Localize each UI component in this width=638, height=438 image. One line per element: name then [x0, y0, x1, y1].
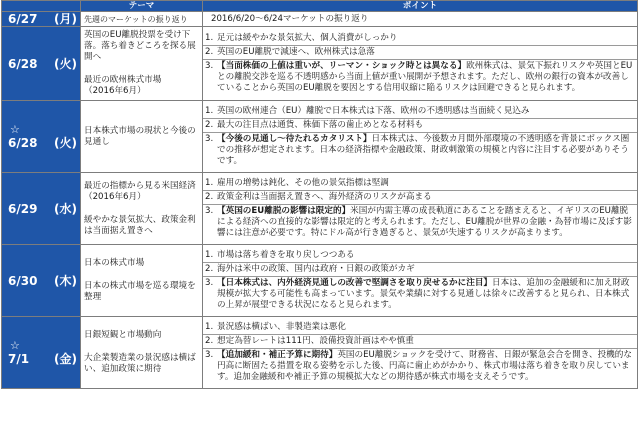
date-cell: [2, 317, 81, 389]
theme-cell: [81, 12, 203, 27]
header-theme: テーマ: [81, 1, 203, 12]
point-cell: [203, 173, 638, 245]
point-text: 2016/6/20～6/24マーケットの振り返り: [211, 13, 369, 24]
list-item: 2. 最大の注目点は通貨、株価下落の歯止めとなる材料も: [203, 119, 637, 133]
date-label: 6/27: [8, 12, 38, 26]
theme-text: 日本の株式市場を巡る環境を整理: [84, 281, 196, 302]
weekday-label: (水): [54, 201, 77, 216]
table-row: [2, 27, 638, 101]
theme-cell: [81, 101, 203, 173]
list-item: 1. 英国の欧州連合（EU）離脱で日本株式は下落、欧州の不透明感は当面続く見込み: [203, 105, 637, 119]
date-label: 6/28: [8, 135, 38, 150]
theme-text: 日本の株式市場: [84, 258, 145, 268]
theme-text: 緩やかな景気拡大、政策金利は当面据え置きへ: [84, 214, 196, 236]
list-item: 3. 【日本株式は、内外経済見通しの改善で堅調さを取り戻せるかに注目】日本は、追加の金融緩和に加え財政規模が拡大する可能性も高まっています。景気や業績に対する見通しは徐々に改善すると見られ、日本株式の上昇が展望できる状況になると見られます。: [205, 278, 630, 310]
point-headline: 【日本株式は、内外経済見通しの改善で堅調さを取り戻せるかに注目】: [217, 278, 493, 288]
date-label: 6/30: [8, 273, 38, 288]
table-row: [2, 245, 638, 317]
table-row: [2, 101, 638, 173]
date-label: 6/29: [8, 201, 38, 216]
table-row: [2, 173, 638, 245]
point-cell: [203, 27, 638, 101]
list-item: 2. 政策金利は当面据え置きへ、海外経済のリスクが高まる: [203, 191, 637, 205]
point-headline: 【英国のEU離脱の影響は限定的】: [217, 206, 351, 216]
date-cell: [2, 12, 81, 27]
list-item: 2. 想定為替レートは111円、設備投資計画はやや慎重: [203, 335, 637, 349]
point-headline: 【今後の見通し～待たれるカタリスト】: [217, 134, 372, 144]
weekday-label: (金): [54, 351, 77, 366]
theme-cell: [81, 173, 203, 245]
theme-cell: [81, 27, 203, 101]
point-cell: [203, 245, 638, 317]
theme-text: 日本株式市場の現状と今後の見通し: [84, 125, 196, 147]
list-item: 3. 【当面株価の上値は重いが、リーマン・ショック時とは異なる】欧州株式は、景気下振れリスクや英国とEUとの離脱交渉を巡る不透明感から当面上値が重い展開が予想されます。ただし、欧州の銀行の資本が改善していることから英国のEU離脱を要因とする信用収縮に陥るリスクは回避できると見られます。: [205, 61, 633, 93]
date-label: 7/1: [8, 351, 30, 366]
date-cell: [2, 173, 81, 245]
date-cell: [2, 101, 81, 173]
list-item: 3. 【今後の見通し～待たれるカタリスト】日本株式は、今後数カ月間外部環境の不透明感を背景にボックス圏での推移が想定されます。日本の経済指標や金融政策、財政刺激策の規模と内容に注目する必要がありそうです。: [205, 134, 630, 166]
list-item: 1. 市場は落ち着きを取り戻しつつある: [203, 249, 637, 263]
date-label: 6/28: [8, 56, 38, 71]
table-row: [2, 317, 638, 389]
theme-text: 日銀短観と市場動向: [84, 330, 162, 340]
table-row: [2, 12, 638, 27]
header-row: [2, 1, 638, 12]
weekday-label: (火): [54, 135, 77, 150]
list-item: 1. 景況感は横ばい、非製造業は悪化: [203, 321, 637, 335]
point-cell: [203, 101, 638, 173]
star-icon: ☆: [10, 122, 20, 136]
point-cell: [203, 317, 638, 389]
weekday-label: (木): [54, 273, 77, 288]
point-headline: 【当面株価の上値は重いが、リーマン・ショック時とは異なる】: [217, 61, 467, 71]
theme-text: 英国のEU離脱投票を受け下落。落ち着きどころを探る展開へ: [84, 30, 196, 62]
star-icon: ☆: [10, 338, 20, 352]
theme-cell: [81, 245, 203, 317]
point-headline: 【追加緩和・補正予算に期待】: [217, 350, 338, 360]
list-item: 1. 足元は緩やかな景気拡大、個人消費がしっかり: [203, 32, 637, 46]
date-cell: [2, 27, 81, 101]
list-item: 3. 【追加緩和・補正予算に期待】英国のEU離脱ショックを受けて、財務省、日銀が緊急会合を開き、投機的な円高に断固たる措置を取る姿勢を示した後、円高に歯止めがかかり、株式市場は落ち着きを取り戻しています。追加金融緩和や補正予算の規模拡大などの期待感が株式市場を支えそうです。: [205, 350, 632, 382]
header-point: ポイント: [203, 1, 638, 12]
theme-text: 最近の欧州株式市場: [84, 75, 162, 85]
list-item: 1. 雇用の増勢は鈍化、その他の景気指標は堅調: [203, 177, 637, 191]
theme-text: 先週のマーケットの振り返り: [84, 14, 188, 24]
list-item: 3. 【英国のEU離脱の影響は限定的】米国が内需主導の成長軌道にあることを踏まえると、イギリスのEU離脱による経済への直接的な影響は限定的と考えられます。ただし、EU離脱が世界の金融・為替市場に及ぼす影響には注意が必要です。特にドル高が行き過ぎると、景気が失速するリスクが高まります。: [205, 206, 632, 238]
theme-text: 最近の指標から見る米国経済（2016年6月）: [84, 180, 196, 202]
weekday-label: (月): [54, 12, 77, 26]
theme-text: 大企業製造業の景況感は横ばい、追加政策に期待: [84, 353, 196, 374]
theme-text: （2016年6月）: [84, 86, 146, 96]
list-item: 2. 海外は米中の政策、国内は政府・日銀の政策がカギ: [203, 263, 637, 277]
theme-cell: [81, 317, 203, 389]
list-item: 2. 英国のEU離脱で減速へ、欧州株式は急落: [203, 46, 637, 60]
weekday-label: (火): [54, 56, 77, 71]
point-cell: [203, 12, 638, 27]
header-blank: [2, 1, 81, 12]
schedule-table: [1, 0, 638, 389]
date-cell: [2, 245, 81, 317]
